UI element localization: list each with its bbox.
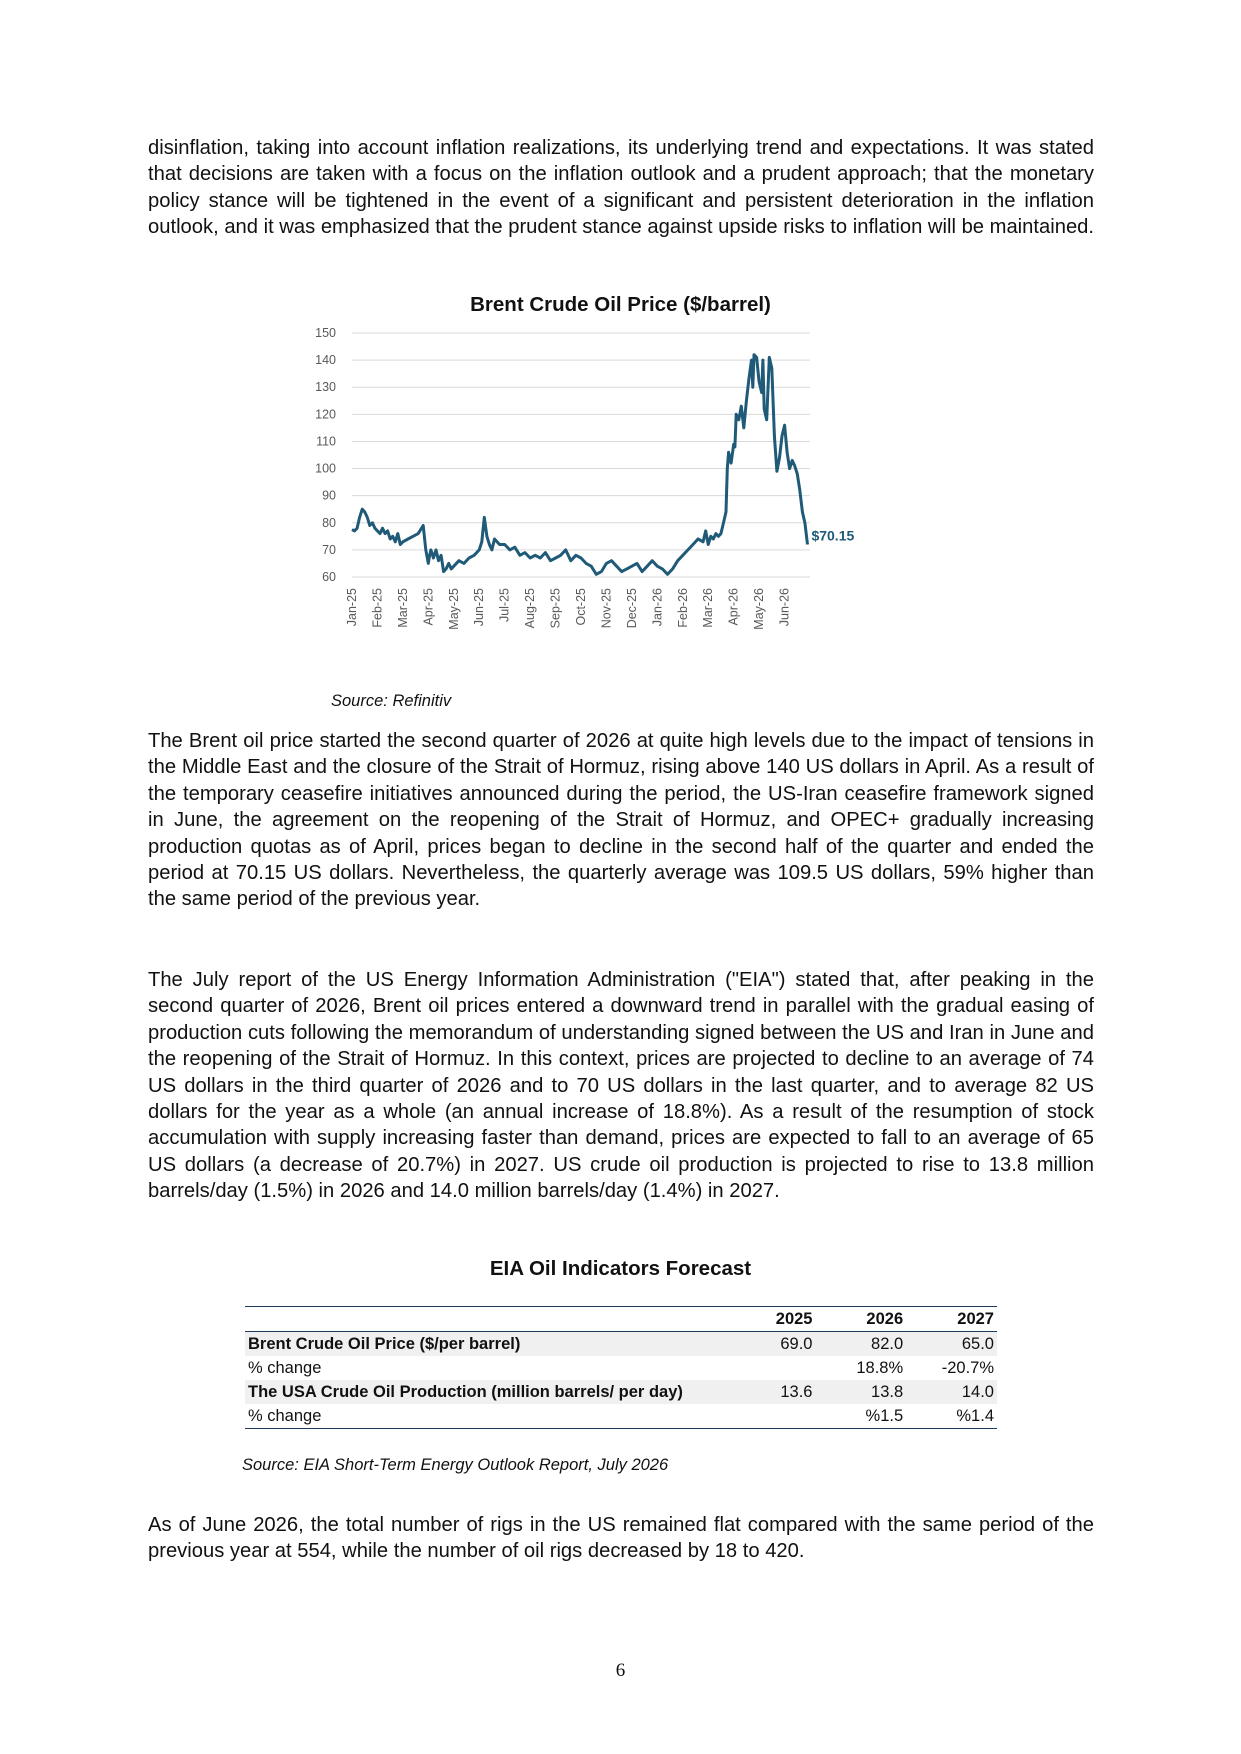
table-row-label: % change xyxy=(248,1407,322,1425)
table-cell: %1.5 xyxy=(865,1407,904,1425)
y-tick-label: 90 xyxy=(322,488,336,503)
table-cell: %1.4 xyxy=(956,1407,994,1425)
table-cell: 13.8 xyxy=(871,1383,904,1401)
x-tick-label: Oct-25 xyxy=(574,588,588,626)
y-tick-label: 70 xyxy=(322,542,336,557)
body-paragraph: The July report of the US Energy Information Administration ("EIA") stated that, after peaking in the second quarter of 2026, Brent oil prices entered a downward trend in parallel with the gradual easing of production cuts following the memorandum of understanding signed between the US and Iran in June and the reopening of the Strait of Hormuz. In this context, prices are projected to decline to an average of 74 US dollars in the third quarter of 2026 and to 70 US dollars in the last quarter, and to average 82 US dollars for the year as a whole (an annual increase of 18.8%). As a result of the resumption of stock accumulation with supply increasing faster than demand, prices are expected to fall to an average of 65 US dollars (a decrease of 20.7%) in 2027. US crude oil production is projected to rise to 13.8 million barrels/day (1.5%) in 2026 and 14.0 million barrels/day (1.4%) in 2027. xyxy=(148,969,1094,1203)
table-row-label: % change xyxy=(248,1359,322,1377)
eia-forecast-table xyxy=(245,1306,997,1429)
table-cell: 82.0 xyxy=(871,1335,904,1353)
table-source: Source: EIA Short-Term Energy Outlook Report, July 2026 xyxy=(242,1456,669,1474)
x-tick-label: Jan-26 xyxy=(650,588,665,627)
x-tick-label: Mar-26 xyxy=(701,588,716,628)
table-cell xyxy=(725,1404,815,1429)
chart-title: Brent Crude Oil Price ($/barrel) xyxy=(470,293,771,316)
table-row xyxy=(245,1356,997,1380)
page-number: 6 xyxy=(615,1660,626,1681)
body-paragraph: The Brent oil price started the second quarter of 2026 at quite high levels due to the impact of tensions in the Middle East and the closure of the Strait of Hormuz, rising above 140 US dollars in April. As a result of the temporary ceasefire initiatives announced during the period, the US-Iran ceasefire framework signed in June, the agreement on the reopening of the Strait of Hormuz, and OPEC+ gradually increasing production quotas as of April, prices began to decline in the second half of the quarter and ended the period at 70.15 US dollars. Nevertheless, the quarterly average was 109.5 US dollars, 59% higher than the same period of the previous year. xyxy=(148,730,1094,911)
table-row xyxy=(245,1404,997,1429)
table-header-cell: 2026 xyxy=(866,1310,904,1328)
y-tick-label: 80 xyxy=(322,515,336,530)
table-cell: 69.0 xyxy=(780,1335,813,1353)
table-row-label: The USA Crude Oil Production (million barrels/ per day) xyxy=(248,1383,683,1401)
x-tick-label: Jun-26 xyxy=(777,588,792,627)
body-paragraph: As of June 2026, the total number of rigs in the US remained flat compared with the same period of the previous year at 554, while the number of oil rigs decreased by 18 to 420. xyxy=(148,1514,1094,1563)
x-axis-ticks xyxy=(345,588,792,630)
x-tick-label: Mar-25 xyxy=(395,588,410,628)
y-tick-label: 120 xyxy=(315,407,336,422)
x-tick-label: Jun-25 xyxy=(472,588,487,627)
chart-source: Source: Refinitiv xyxy=(331,692,452,710)
y-tick-label: 140 xyxy=(315,353,336,368)
y-tick-label: 100 xyxy=(315,461,336,476)
table-cell: 13.6 xyxy=(780,1383,813,1401)
table-cell: 18.8% xyxy=(856,1359,904,1377)
end-value-label: $70.15 xyxy=(811,527,855,544)
table-header-cell xyxy=(245,1307,725,1332)
table-header-cell: 2027 xyxy=(957,1310,994,1328)
table-cell xyxy=(725,1356,815,1380)
table-row xyxy=(245,1332,997,1357)
table-cell: -20.7% xyxy=(941,1359,994,1377)
table-header-cell: 2025 xyxy=(775,1310,813,1328)
x-tick-label: Apr-25 xyxy=(421,588,436,626)
y-tick-label: 110 xyxy=(316,434,336,449)
table-title: EIA Oil Indicators Forecast xyxy=(489,1257,752,1280)
x-tick-label: Jul-25 xyxy=(497,588,512,623)
body-paragraph: disinflation, taking into account inflation realizations, its underlying trend and expectations. It was stated that decisions are taken with a focus on the inflation outlook and a prudent approach; that the monetary policy stance will be tightened in the event of a significant and persistent deterioration in the inflation outlook, and it was emphasized that the prudent stance against upside risks to inflation will be maintained. xyxy=(148,137,1095,239)
y-tick-label: 60 xyxy=(322,570,336,584)
table-cell: 14.0 xyxy=(961,1383,994,1401)
x-tick-label: Sep-25 xyxy=(548,588,563,629)
x-tick-label: Dec-25 xyxy=(624,588,639,629)
x-tick-label: Apr-26 xyxy=(726,588,741,626)
x-tick-label: Feb-25 xyxy=(370,588,385,628)
x-tick-label: Feb-26 xyxy=(675,588,690,628)
y-tick-label: 150 xyxy=(315,326,336,340)
y-tick-label: 130 xyxy=(315,380,336,395)
x-tick-label: Aug-25 xyxy=(523,588,538,629)
table-row xyxy=(245,1380,997,1404)
brent-price-chart xyxy=(300,320,960,640)
y-axis-ticks xyxy=(315,326,336,584)
table-cell: 65.0 xyxy=(961,1335,994,1353)
x-tick-label: May-26 xyxy=(752,588,767,630)
x-tick-label: Jan-25 xyxy=(345,588,359,627)
x-tick-label: May-25 xyxy=(446,588,461,630)
chart-gridlines xyxy=(352,333,810,577)
table-header-row xyxy=(245,1307,997,1332)
x-tick-label: Nov-25 xyxy=(599,588,614,629)
table-row-label: Brent Crude Oil Price ($/per barrel) xyxy=(248,1335,521,1353)
